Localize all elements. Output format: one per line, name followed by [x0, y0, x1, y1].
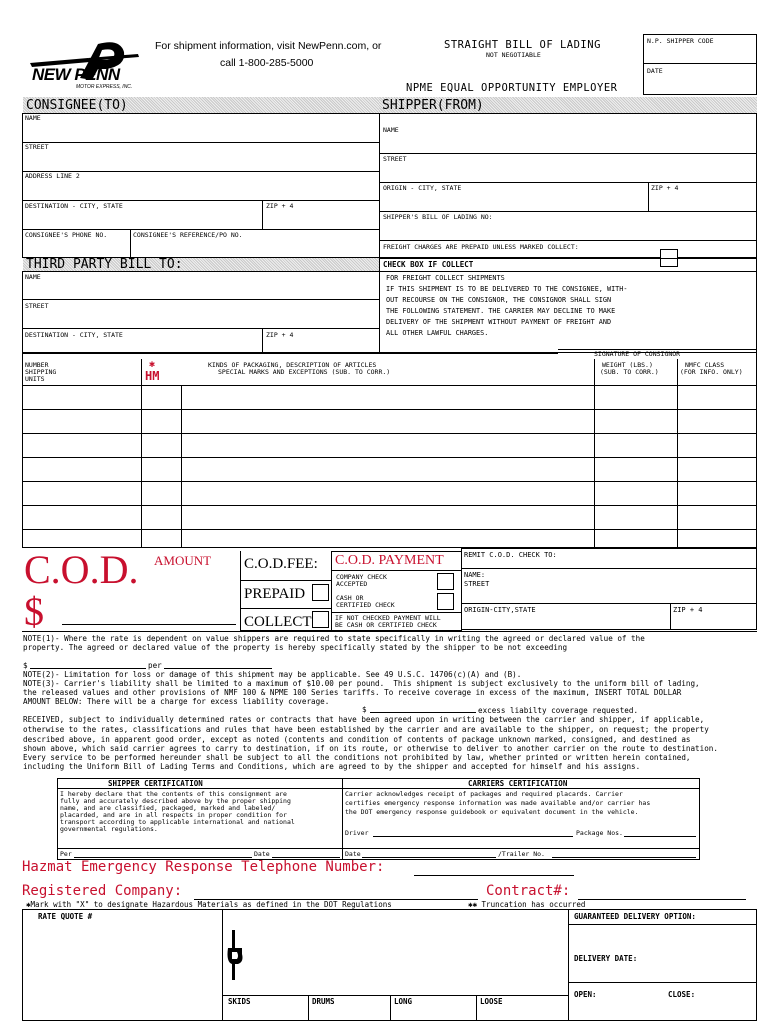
delivery-date-label: DELIVERY DATE: [574, 954, 638, 963]
consignee-zip-label: ZIP + 4 [266, 202, 294, 210]
hazmat-phone-input[interactable] [414, 860, 574, 876]
collect-line-1: IF THIS SHIPMENT IS TO BE DELIVERED TO THE CONSIGNEE, WITH- [386, 285, 628, 293]
shipper-per-input[interactable] [74, 850, 252, 858]
shipper-cert-line-0: I hereby declare that the contents of this consignment are [60, 790, 287, 798]
trailer-label: /Trailer No. [498, 850, 545, 858]
shipper-cert-line-2: name, and are classified, packaged, marked and labeled/ [60, 804, 276, 812]
newpenn-logo [28, 38, 146, 94]
received-line-3: shown above, which said carrier agrees to carry to destination, if on its route, or otherwise to deliver to another carrier on the route to destination. [23, 744, 718, 753]
col-desc-header-1: SPECIAL MARKS AND EXCEPTIONS (SUB. TO CORR.) [218, 368, 391, 376]
received-line-1: otherwise to the rates, classifications and rules that have been established by the carrier and are available to the shipper, on request; the property [23, 725, 709, 734]
table-row[interactable] [22, 433, 757, 434]
not-checked-label-0: IF NOT CHECKED PAYMENT WILL [335, 614, 441, 622]
skids-label: SKIDS [228, 997, 251, 1006]
cash-checkbox[interactable] [437, 593, 454, 610]
note1-line-b: property. The agreed or declared value of the property is hereby specifically stated by the shipper to be not exceeding [23, 643, 568, 652]
loose-label: LOOSE [480, 997, 503, 1006]
carrier-cert-line-2: the DOT emergency response guidebook or equivalent document in the vehicle. [345, 808, 639, 816]
guaranteed-label: GUARANTEED DELIVERY OPTION: [574, 912, 696, 921]
phone-text: call 1-800-285-5000 [220, 57, 314, 69]
carrier-date-label: Date [345, 850, 361, 858]
logo-wordmark: NEW PENN [32, 65, 120, 84]
shipper-per-label: Per [60, 850, 72, 858]
document-title: STRAIGHT BILL OF LADING [444, 39, 601, 51]
remit-origin-label: ORIGIN-CITY,STATE [464, 606, 536, 614]
consignee-street-label: STREET [25, 143, 49, 151]
carrier-cert-line-0: Carrier acknowledges receipt of packages and required placards. Carrier [345, 790, 623, 798]
shipper-cert-line-1: fully and accurately described above by the proper shipping [60, 797, 291, 805]
cod-fee-label: C.O.D.FEE: [244, 556, 318, 572]
shipper-origin-label: ORIGIN - CITY, STATE [383, 184, 462, 192]
close-label: CLOSE: [668, 990, 696, 999]
note3-line-a: NOTE(3)- Carrier's liability shall be limited to a maximum of $10.00 per pound. This shipment is subject exclusively to the uniform bill of lading, [23, 679, 700, 688]
note3-line-b: the released values and other provisions of NMF 100 & NPME 100 Series tariffs. To receive coverage in excess of the maximum, INSERT TOTAL DOLLAR [23, 688, 682, 697]
open-label: OPEN: [574, 990, 597, 999]
package-nos-input[interactable] [624, 829, 696, 837]
col-units-header-0: NUMBER [25, 361, 49, 369]
note2-line: NOTE(2)- Limitation for loss or damage of this shipment may be applicable. See 49 U.S.C. 14706(c)(A) and (B). [23, 670, 522, 679]
remit-label: REMIT C.O.D. CHECK TO: [464, 551, 557, 559]
contract-input[interactable] [578, 884, 746, 900]
drums-label: DRUMS [312, 997, 335, 1006]
package-nos-label: Package Nos. [576, 829, 623, 837]
cod-collect-label: COLLECT [244, 614, 312, 630]
collect-line-2: OUT RECOURSE ON THE CONSIGNOR, THE CONSIGNOR SHALL SIGN [386, 296, 612, 304]
shipper-bol-label: SHIPPER'S BILL OF LADING NO: [383, 213, 493, 221]
note-per-label: per [148, 661, 162, 670]
received-line-0: RECEIVED, subject to individually determined rates or contracts that have been agreed upon in writing between the carrier and shipper, if applicable, [23, 715, 705, 724]
company-check-label-1: ACCEPTED [336, 580, 368, 588]
shipper-street-label: STREET [383, 155, 407, 163]
shipper-title: SHIPPER(FROM) [382, 98, 484, 113]
received-line-2: described above, in apparent good order, except as noted (contents and condition of contents of package unknown marked, consigned, and destined as [23, 735, 691, 744]
truncation-note: ✱✱ Truncation has occurred [468, 900, 586, 909]
consignee-address2-label: ADDRESS LINE 2 [25, 172, 80, 180]
col-weight-header-0: WEIGHT (LBS.) [602, 361, 653, 369]
cod-amount-input[interactable] [62, 614, 236, 625]
shipper-cert-line-3: placarded, and are in all respects in proper condition for [60, 811, 287, 819]
excess-dollar-sign: $ [362, 705, 367, 714]
shipper-zip-label: ZIP + 4 [651, 184, 679, 192]
driver-input[interactable] [373, 829, 573, 837]
received-line-5: including the Uniform Bill of Lading Terms and Conditions, which are agreed to by the shipper and accepted for himself and his assigns. [23, 762, 641, 771]
collect-line-4: DELIVERY OF THE SHIPMENT WITHOUT PAYMENT OF FREIGHT AND [386, 318, 612, 326]
items-table [22, 350, 757, 548]
table-row[interactable] [22, 409, 757, 410]
shipper-cert-line-5: governmental regulations. [60, 825, 158, 833]
date-box[interactable] [643, 63, 757, 95]
remit-street-label: STREET [464, 580, 490, 588]
col-class-header-1: (FOR INFO. ONLY) [680, 368, 743, 376]
cod-prepaid-label: PREPAID [244, 586, 306, 602]
rate-quote-label: RATE QUOTE # [38, 912, 93, 921]
shipper-name-label: NAME [383, 126, 399, 134]
declared-per-input[interactable] [164, 661, 272, 669]
table-row[interactable] [22, 457, 757, 458]
note-dollar-sign: $ [23, 661, 28, 670]
received-line-4: Every service to be performed hereunder shall be subject to all the conditions not prohibited by law, whether printed or written herein contained, [23, 753, 691, 762]
cod-title: C.O.D. [24, 547, 139, 592]
not-checked-label-1: BE CASH OR CERTIFIED CHECK [335, 621, 437, 629]
shipper-date-input[interactable] [272, 850, 340, 858]
carrier-cert-title: CARRIERS CERTIFICATION [468, 779, 568, 788]
shipper-code-box[interactable] [643, 34, 757, 64]
col-units-header-2: UNITS [25, 375, 45, 383]
footer-logo-icon [224, 928, 246, 982]
third-party-section [22, 271, 380, 353]
remit-name-label: NAME: [464, 571, 486, 579]
cod-prepaid-checkbox[interactable] [312, 584, 329, 601]
check-box-collect-label: CHECK BOX IF COLLECT [383, 260, 474, 269]
cash-label-1: CERTIFIED CHECK [336, 601, 395, 609]
not-negotiable-label: NOT NEGOTIABLE [486, 51, 541, 59]
company-check-checkbox[interactable] [437, 573, 454, 590]
logo-subtitle: MOTOR EXPRESS, INC. [76, 84, 133, 90]
date-label: DATE [647, 67, 663, 75]
consignee-name-label: NAME [25, 114, 41, 122]
note1-line-a: NOTE(1)- Where the rate is dependent on value shippers are required to state specifically in writing the agreed or declared value of the [23, 634, 645, 643]
excess-coverage-input[interactable] [370, 705, 476, 713]
long-label: LONG [394, 997, 413, 1006]
third-party-title: THIRD PARTY BILL TO: [26, 257, 183, 272]
col-units-header-1: SHIPPING [25, 368, 57, 376]
table-row[interactable] [22, 505, 757, 506]
consignee-destination-label: DESTINATION - CITY, STATE [25, 202, 123, 210]
note3-line-c: AMOUNT BELOW: There will be a charge for excess liability coverage. [23, 697, 330, 706]
collect-line-5: ALL OTHER LAWFUL CHARGES. [386, 329, 489, 337]
third-party-name-label: NAME [25, 273, 41, 281]
cod-collect-checkbox[interactable] [312, 611, 329, 628]
third-party-zip-label: ZIP + 4 [266, 331, 294, 339]
cod-amount-label: AMOUNT [154, 553, 212, 568]
contract-label: Contract#: [486, 883, 571, 899]
third-party-street-label: STREET [25, 302, 49, 310]
eoe-text: NPME EQUAL OPPORTUNITY EMPLOYER [406, 82, 618, 94]
carrier-date-input[interactable] [362, 850, 496, 858]
cash-label-0: CASH OR [336, 594, 364, 602]
hazmat-mark-note: ✱Mark with "X" to designate Hazardous Materials as defined in the DOT Regulations [26, 900, 392, 909]
prepaid-note-label: FREIGHT CHARGES ARE PREPAID UNLESS MARKED COLLECT: [383, 243, 579, 251]
consignee-phone-label: CONSIGNEE'S PHONE NO. [25, 231, 108, 239]
collect-line-3: THE FOLLOWING STATEMENT. THE CARRIER MAY DECLINE TO MAKE [386, 307, 616, 315]
shipper-cert-line-4: transport according to applicable international and national [60, 818, 295, 826]
remit-zip-label: ZIP + 4 [673, 606, 703, 614]
trailer-input[interactable] [552, 850, 696, 858]
hm-star-icon: ✱ [149, 359, 156, 370]
shipper-code-label: N.P. SHIPPER CODE [647, 37, 714, 45]
driver-label: Driver [345, 829, 369, 837]
col-class-header-0: NMFC CLASS [685, 361, 725, 369]
cod-payment-title: C.O.D. PAYMENT [335, 553, 444, 568]
registered-company-label: Registered Company: [22, 883, 183, 899]
shipper-date-label: Date [254, 850, 270, 858]
col-weight-header-1: (SUB. TO CORR.) [600, 368, 659, 376]
table-row[interactable] [22, 481, 757, 482]
consignee-reference-label: CONSIGNEE'S REFERENCE/PO NO. [133, 231, 243, 239]
shipper-cert-title: SHIPPER CERTIFICATION [108, 779, 203, 788]
declared-value-input[interactable] [30, 661, 146, 669]
third-party-destination-label: DESTINATION - CITY, STATE [25, 331, 123, 339]
signature-label: SIGNATURE OF CONSIGNOR [594, 350, 681, 358]
col-desc-header-0: KINDS OF PACKAGING, DESCRIPTION OF ARTICLES [208, 361, 377, 369]
carrier-cert-line-1: certifies emergency response information was made available and/or carrier has [345, 799, 651, 807]
company-check-label-0: COMPANY CHECK [336, 573, 387, 581]
consignee-title: CONSIGNEE(TO) [26, 98, 128, 113]
hazmat-phone-label: Hazmat Emergency Response Telephone Number: [22, 859, 385, 875]
excess-label: excess liabilty coverage requested. [478, 706, 639, 715]
registered-company-input[interactable] [194, 884, 478, 900]
table-row[interactable] [22, 529, 757, 530]
col-hm-header: HM [145, 369, 160, 383]
collect-line-0: FOR FREIGHT COLLECT SHIPMENTS [386, 274, 505, 282]
cod-dollar-sign: $ [24, 589, 44, 634]
remit-section [461, 548, 757, 630]
shipment-info-text: For shipment information, visit NewPenn.com, or [155, 40, 382, 52]
